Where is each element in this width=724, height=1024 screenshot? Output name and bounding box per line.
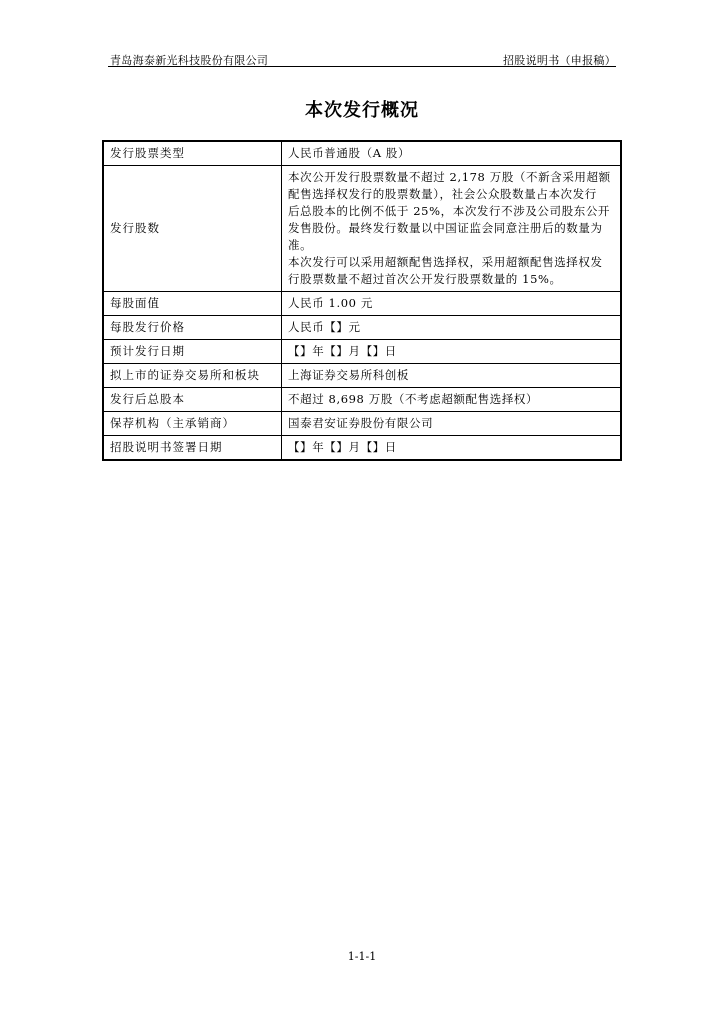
- row-value: [282, 364, 622, 388]
- row-label: 招股说明书签署日期: [103, 436, 282, 461]
- table-row: [103, 412, 621, 436]
- row-value: [282, 316, 622, 340]
- row-value: [282, 141, 622, 166]
- value-line: 本次公开发行股票数量不超过 2,178 万股（不新含采用超额: [288, 170, 611, 184]
- row-label: 发行后总股本: [103, 388, 282, 412]
- row-value: [282, 340, 622, 364]
- row-value: [282, 166, 622, 292]
- row-label: 保荐机构（主承销商）: [103, 412, 282, 436]
- row-label: 每股发行价格: [103, 316, 282, 340]
- value-line: 行股票数量不超过首次公开发行股票数量的 15%。: [288, 272, 562, 286]
- value-line: 人民币普通股（A 股）: [288, 146, 411, 160]
- header-document-name: 招股说明书（申报稿）: [503, 54, 616, 67]
- row-label: 拟上市的证券交易所和板块: [103, 364, 282, 388]
- table-row: [103, 340, 621, 364]
- value-line: 配售选择权发行的股票数量），社会公众股数量占本次发行: [288, 187, 597, 201]
- value-line: 【】年【】月【】日: [288, 344, 397, 358]
- value-line: 不超过 8,698 万股（不考虑超额配售选择权）: [288, 392, 539, 406]
- value-line: 发售股份。最终发行数量以中国证监会同意注册后的数量为: [288, 221, 603, 235]
- table-row: [103, 388, 621, 412]
- table-row: [103, 364, 621, 388]
- page-title: 本次发行概况: [305, 100, 419, 121]
- value-line: 人民币【】元: [288, 320, 361, 334]
- value-line: 后总股本的比例不低于 25%，本次发行不涉及公司股东公开: [288, 204, 611, 218]
- value-line: 准。: [288, 238, 313, 252]
- row-label: 发行股数: [103, 166, 282, 292]
- table-row: [103, 316, 621, 340]
- header-company-name: 青岛海泰新光科技股份有限公司: [110, 54, 269, 67]
- header-divider: [108, 66, 616, 67]
- page-number: 1-1-1: [347, 950, 377, 963]
- value-line: 人民币 1.00 元: [288, 296, 373, 310]
- table-row: [103, 166, 621, 292]
- value-line: 国泰君安证券股份有限公司: [288, 416, 434, 430]
- table-row: [103, 141, 621, 166]
- row-value: [282, 388, 622, 412]
- offering-summary-table: [102, 140, 622, 461]
- row-label: 预计发行日期: [103, 340, 282, 364]
- row-label: 每股面值: [103, 292, 282, 316]
- value-line: 本次发行可以采用超额配售选择权，采用超额配售选择权发: [288, 255, 603, 269]
- value-line: 上海证券交易所科创板: [288, 368, 409, 382]
- table-row: [103, 436, 621, 461]
- row-value: [282, 436, 622, 461]
- table-row: [103, 292, 621, 316]
- row-value: [282, 412, 622, 436]
- row-label: 发行股票类型: [103, 141, 282, 166]
- value-line: 【】年【】月【】日: [288, 440, 397, 454]
- row-value: [282, 292, 622, 316]
